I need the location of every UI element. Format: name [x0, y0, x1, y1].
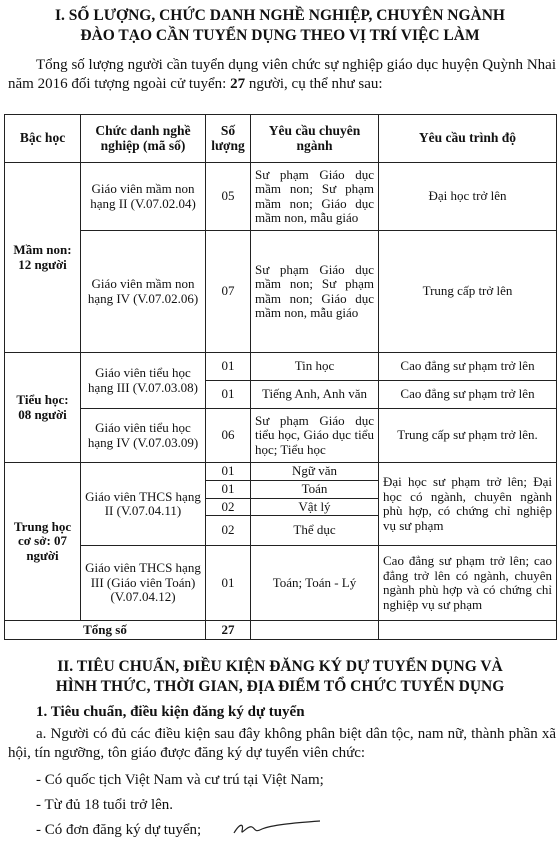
section-2-title-line-1: II. TIÊU CHUẨN, ĐIỀU KIỆN ĐĂNG KÝ DỰ TUYỂN DỤNG VÀ	[57, 658, 503, 675]
subsection-1-title: 1. Tiêu chuẩn, điều kiện đăng ký dự tuyển	[36, 704, 305, 720]
major-cell: Ngữ văn	[251, 463, 379, 481]
intro-count: 27	[230, 76, 246, 92]
intro-text: Tổng số lượng người cần tuyển dụng viên chức sự nghiệp giáo dục huyện Quỳnh Nhai năm 2016 đối tượng ngoài cử tuyển:	[8, 57, 556, 92]
table-row	[5, 546, 557, 621]
qty-cell: 02	[206, 516, 251, 546]
qty-cell: 01	[206, 481, 251, 499]
bullet-item: - Có quốc tịch Việt Nam và cư trú tại Việt Nam;	[36, 772, 324, 788]
qty-cell: 02	[206, 498, 251, 516]
major-cell: Tiếng Anh, Anh văn	[251, 381, 379, 409]
title-cell: Giáo viên mầm non hạng IV (V.07.02.06)	[81, 231, 206, 353]
table-header-row	[5, 115, 557, 163]
qty-cell: 01	[206, 381, 251, 409]
header-qty: Số lượng	[206, 115, 251, 163]
title-cell: Giáo viên tiểu học hạng IV (V.07.03.09)	[81, 409, 206, 463]
degree-cell: Cao đẳng sư phạm trở lên	[379, 353, 557, 381]
major-cell: Sư phạm Giáo dục tiểu học, Giáo dục tiểu học; Tiểu học	[251, 409, 379, 463]
degree-cell: Đại học sư phạm trở lên; Đại học có ngành, chuyên ngành phù hợp, có chứng chỉ nghiệp vụ sư phạm	[379, 463, 557, 546]
section-1-title-line-1: I. SỐ LƯỢNG, CHỨC DANH NGHỀ NGHIỆP, CHUYÊN NGÀNH	[55, 7, 505, 24]
title-cell: Giáo viên THCS hạng II (V.07.04.11)	[81, 463, 206, 546]
bullet-item: - Từ đủ 18 tuổi trở lên.	[36, 797, 174, 813]
header-major: Yêu cầu chuyên ngành	[251, 115, 379, 163]
intro-tail: người, cụ thể như sau:	[245, 76, 383, 92]
degree-cell: Trung cấp sư phạm trở lên.	[379, 409, 557, 463]
bullet-item: - Có đơn đăng ký dự tuyển;	[36, 822, 202, 838]
group-tieu-hoc: Tiểu học: 08 người	[5, 353, 81, 463]
qty-cell: 06	[206, 409, 251, 463]
total-label: Tổng số	[5, 621, 206, 640]
section-2-title-line-2: HÌNH THỨC, THỜI GIAN, ĐỊA ĐIỂM TỔ CHỨC TUYỂN DỤNG	[55, 678, 505, 695]
table-row	[5, 463, 557, 481]
header-level: Bậc học	[5, 115, 81, 163]
major-cell: Sư phạm Giáo dục mầm non; Sư phạm mầm non; Giáo dục mầm non, mẫu giáo	[251, 231, 379, 353]
qty-cell: 01	[206, 353, 251, 381]
table-row	[5, 231, 557, 353]
title-cell: Giáo viên mầm non hạng II (V.07.02.04)	[81, 163, 206, 231]
empty-cell	[251, 621, 379, 640]
total-qty: 27	[206, 621, 251, 640]
degree-cell: Cao đẳng sư phạm trở lên; cao đẳng trở lên có ngành, chuyên ngành phù hợp và có chứng chỉ nghiệp vụ sư phạm	[379, 546, 557, 621]
major-cell: Toán	[251, 481, 379, 499]
empty-cell	[379, 621, 557, 640]
title-cell: Giáo viên THCS hạng III (Giáo viên Toán) (V.07.04.12)	[81, 546, 206, 621]
intro-paragraph	[8, 56, 556, 94]
major-cell: Tin học	[251, 353, 379, 381]
major-cell: Vật lý	[251, 498, 379, 516]
qty-cell: 01	[206, 463, 251, 481]
qty-cell: 07	[206, 231, 251, 353]
table-row	[5, 353, 557, 381]
header-title: Chức danh nghề nghiệp (mã số)	[81, 115, 206, 163]
qty-cell: 01	[206, 546, 251, 621]
table-row	[5, 163, 557, 231]
group-mam-non: Mầm non: 12 người	[5, 163, 81, 353]
paragraph-a: a. Người có đủ các điều kiện sau đây không phân biệt dân tộc, nam nữ, thành phần xã hội, tín ngưỡng, tôn giáo được đăng ký dự tuyển viên chức:	[8, 726, 556, 761]
major-cell: Sư phạm Giáo dục mầm non; Sư phạm mầm non; Giáo dục mầm non, mẫu giáo	[251, 163, 379, 231]
qty-cell: 05	[206, 163, 251, 231]
group-thcs: Trung học cơ sở: 07 người	[5, 463, 81, 621]
major-cell: Thể dục	[251, 516, 379, 546]
degree-cell: Đại học trở lên	[379, 163, 557, 231]
section-1-title-line-2: ĐÀO TẠO CẦN TUYỂN DỤNG THEO VỊ TRÍ VIỆC LÀM	[80, 27, 480, 44]
degree-cell: Cao đẳng sư phạm trở lên	[379, 381, 557, 409]
table-row	[5, 409, 557, 463]
title-cell: Giáo viên tiểu học hạng III (V.07.03.08)	[81, 353, 206, 409]
total-row	[5, 621, 557, 640]
header-degree: Yêu cầu trình độ	[379, 115, 557, 163]
major-cell: Toán; Toán - Lý	[251, 546, 379, 621]
handwritten-signature	[232, 817, 322, 839]
degree-cell: Trung cấp trở lên	[379, 231, 557, 353]
recruitment-table	[4, 114, 557, 640]
